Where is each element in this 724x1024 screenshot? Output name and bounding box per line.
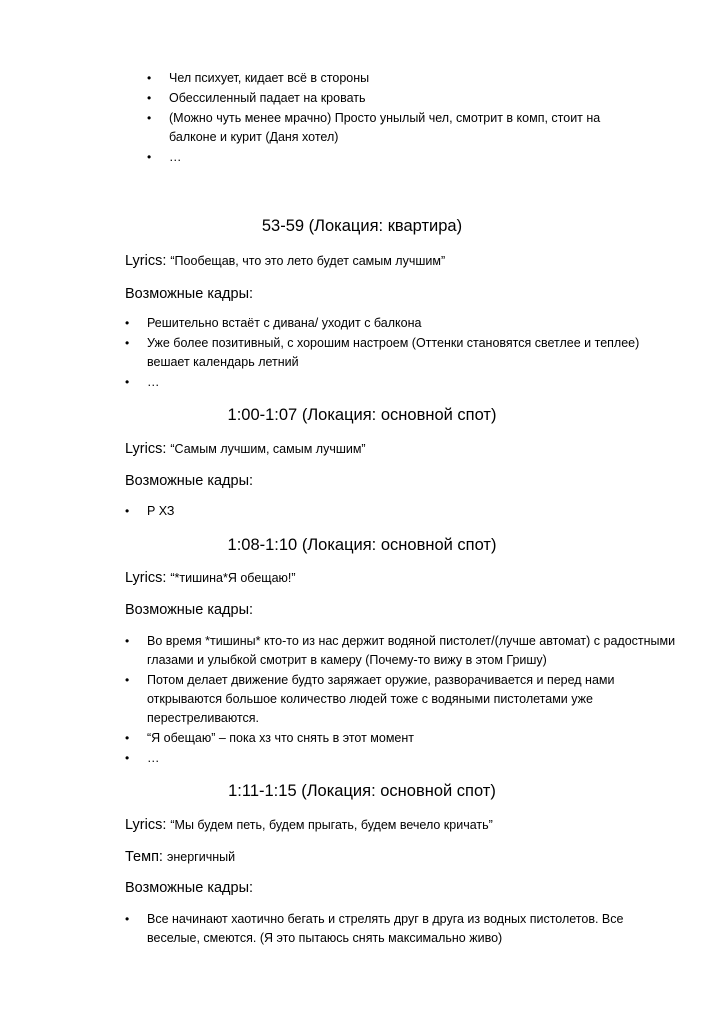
list-item: • Потом делает движение будто заряжает оружие, разворачивается и перед нами открываются большое количество людей тоже с водяными пистолетами уже перестреливаются. bbox=[125, 673, 615, 725]
list-item: • (Можно чуть менее мрачно) Просто унылый чел, смотрит в комп, стоит на балконе и курит (Даня хотел) bbox=[147, 111, 601, 144]
section-title: 1:00-1:07 (Локация: основной спот) bbox=[227, 406, 497, 424]
bullet-icon: • bbox=[125, 751, 130, 765]
frames-bullet-list bbox=[125, 314, 677, 392]
frames-label: Возможные кадры: bbox=[125, 602, 254, 618]
bullet-icon: • bbox=[125, 316, 130, 330]
list-item: • Обессиленный падает на кровать bbox=[169, 89, 649, 108]
bullet-icon: • bbox=[147, 91, 152, 105]
list-item: • Во время *тишины* кто-то из нас держит водяной пистолет/(лучше автомат) с радостными глазами и улыбкой смотрит в камеру (Почему-то вижу в этом Гришу) bbox=[125, 634, 676, 667]
list-item: • … bbox=[169, 148, 649, 167]
bullet-icon: • bbox=[147, 111, 152, 125]
bullet-icon: • bbox=[125, 504, 130, 518]
frames-label: Возможные кадры: bbox=[125, 473, 254, 489]
list-item: • “Я обещаю” – пока хз что снять в этот момент bbox=[147, 729, 677, 748]
frames-bullet-list bbox=[125, 910, 677, 948]
bullet-icon: • bbox=[147, 71, 152, 85]
bullet-icon: • bbox=[125, 634, 130, 648]
bullet-icon: • bbox=[125, 375, 130, 389]
frames-bullet-list bbox=[125, 502, 677, 521]
list-item: • Р ХЗ bbox=[147, 502, 677, 521]
list-item: • Решительно встаёт с дивана/ уходит с балкона bbox=[147, 314, 677, 333]
section-title: 53-59 (Локация: квартира) bbox=[261, 217, 463, 235]
lyrics-line: Lyrics: “Мы будем петь, будем прыгать, будем вечело кричать” bbox=[125, 817, 493, 833]
bullet-icon: • bbox=[125, 336, 130, 350]
frames-bullet-list bbox=[125, 632, 677, 768]
lyrics-line: Lyrics: “*тишина*Я обещаю!” bbox=[125, 570, 296, 586]
lyrics-line: Lyrics: “Пообещав, что это лето будет самым лучшим” bbox=[125, 253, 446, 269]
lyrics-line: Lyrics: “Самым лучшим, самым лучшим” bbox=[125, 441, 366, 457]
frames-label: Возможные кадры: bbox=[125, 286, 254, 302]
list-item: • Уже более позитивный, с хорошим настроем (Оттенки становятся светлее и теплее) вешает календарь летний bbox=[125, 336, 640, 369]
tempo-line: Темп: энергичный bbox=[125, 849, 236, 865]
list-item: • … bbox=[147, 749, 677, 768]
bullet-icon: • bbox=[147, 150, 152, 164]
list-item: • … bbox=[147, 373, 677, 392]
bullet-icon: • bbox=[125, 731, 130, 745]
frames-label: Возможные кадры: bbox=[125, 880, 254, 896]
section-title: 1:11-1:15 (Локация: основной спот) bbox=[228, 782, 496, 800]
list-item: • Все начинают хаотично бегать и стрелять друг в друга из водных пистолетов. Все веселые, смеются. (Я это пытаюсь снять максимально живо) bbox=[125, 912, 624, 945]
list-item: • Чел психует, кидает всё в стороны bbox=[169, 69, 649, 88]
intro-bullet-list bbox=[147, 69, 649, 167]
bullet-icon: • bbox=[125, 912, 130, 926]
bullet-icon: • bbox=[125, 673, 130, 687]
section-title: 1:08-1:10 (Локация: основной спот) bbox=[227, 536, 497, 554]
